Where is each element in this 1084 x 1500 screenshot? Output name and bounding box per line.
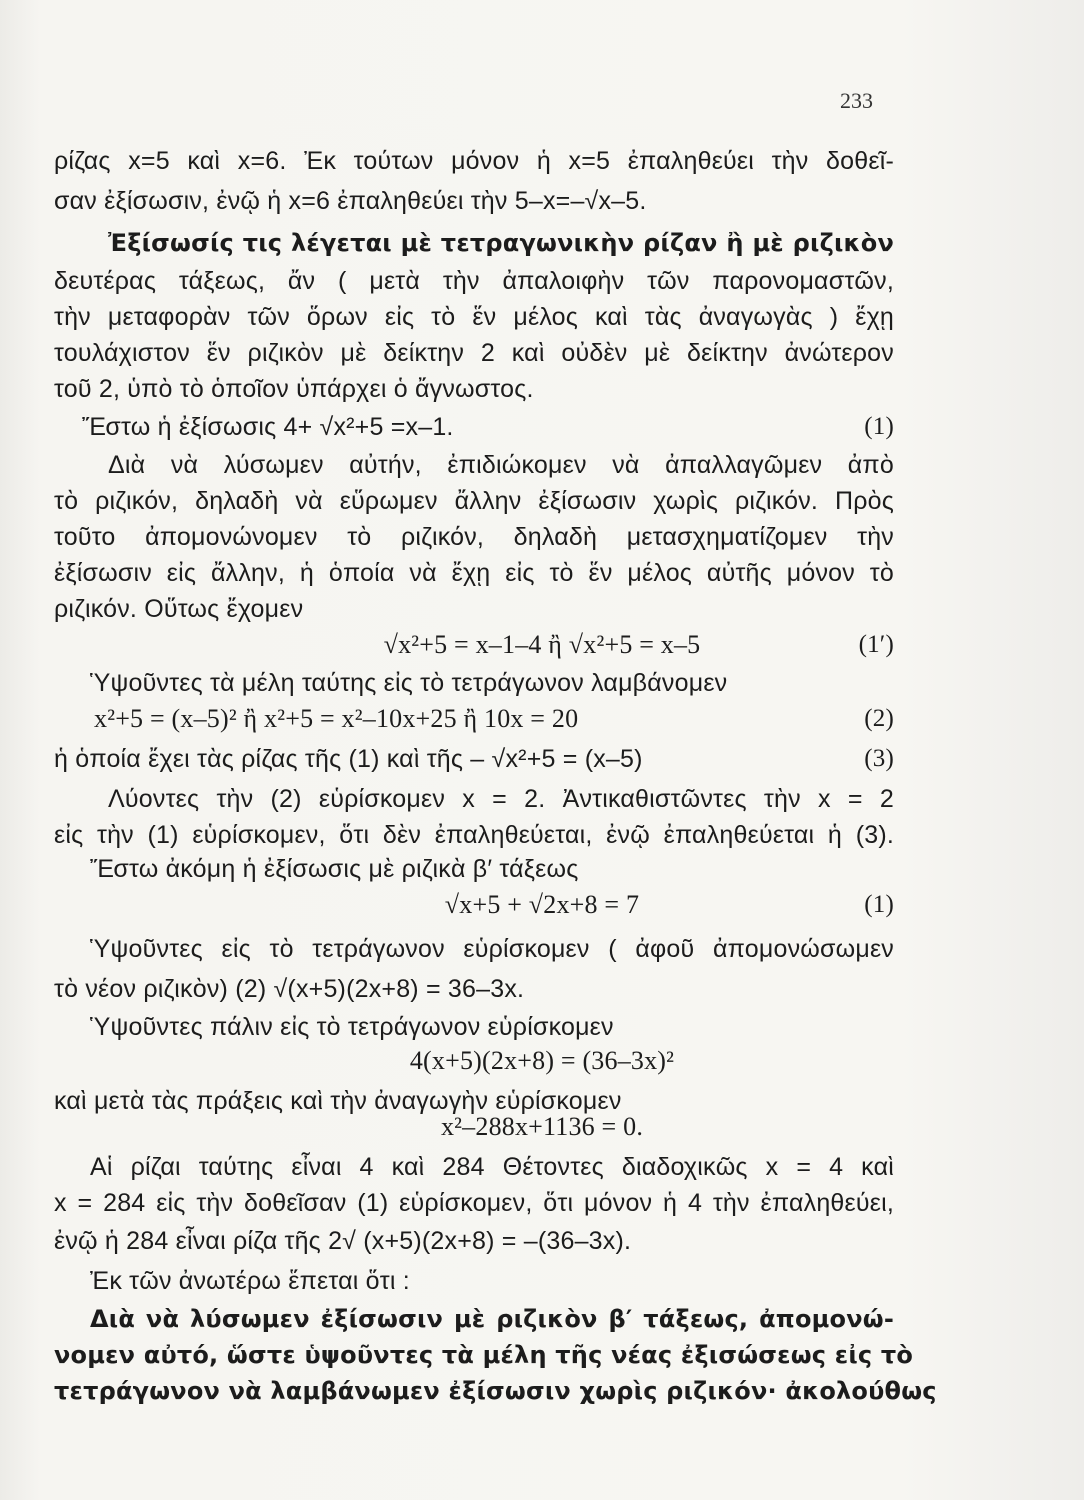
text-line: ἐξίσωσιν εἰς ἄλλην, ἡ ὁποία νὰ ἔχῃ εἰς τὸ ἕν μέλος αὐτῆς μόνον τὸ	[54, 559, 894, 587]
page-number: 233	[840, 88, 873, 113]
equation-line: x²+5 = (x–5)² ἢ x²+5 = x²–10x+25 ἢ 10x = 20	[94, 704, 579, 733]
equation-number: (1)	[864, 891, 894, 918]
equation-number: (1)	[864, 413, 894, 440]
text-line: Ἔστω ἀκόμη ἡ ἐξίσωσις μὲ ριζικὰ β′ τάξεως	[90, 855, 579, 883]
text-line: Λύοντες τὴν (2) εὑρίσκομεν x = 2. Ἀντικαθιστῶντες τὴν x = 2	[108, 785, 894, 813]
text-line: τουλάχιστον ἕν ριζικὸν μὲ δείκτην 2 καὶ οὐδὲν μὲ δείκτην ἀνώτερον	[54, 339, 894, 367]
text-line: καὶ μετὰ τὰς πράξεις καὶ τὴν ἀναγωγὴν εὑρίσκομεν	[54, 1087, 622, 1115]
equation-line: x²–288x+1136 = 0.	[440, 1112, 644, 1141]
text-line: x = 284 εἰς τὴν δοθεῖσαν (1) εὑρίσκομεν, ὅτι μόνον ἡ 4 τὴν ἐπαληθεύει,	[54, 1189, 894, 1217]
equation-number: (1′)	[858, 631, 894, 658]
text-line: ρίζας x=5 καὶ x=6. Ἐκ τούτων μόνον ἡ x=5 ἐπαληθεύει τὴν δοθεῖ-	[54, 147, 894, 175]
equation-line: √x+5 + √2x+8 = 7	[444, 890, 640, 919]
rule-line: τετράγωνον νὰ λαμβάνωμεν ἐξίσωσιν χωρὶς ριζικόν· ἀκολούθως	[54, 1377, 937, 1405]
equation-line: Ἔστω ἡ ἐξίσωσις 4+ √x²+5 =x–1.	[82, 413, 454, 441]
definition-line: Ἐξίσωσίς τις λέγεται μὲ τετραγωνικὴν ρίζαν ἢ μὲ ριζικὸν	[108, 229, 894, 257]
text-line: Ὑψοῦντες εἰς τὸ τετράγωνον εὑρίσκομεν ( ἀφοῦ ἀπομονώσωμεν	[90, 935, 894, 963]
text-line: σαν ἐξίσωσιν, ἐνῷ ἡ x=6 ἐπαληθεύει τὴν 5–x=–√x–5.	[54, 187, 647, 215]
text-line: τὴν μεταφορὰν τῶν ὅρων εἰς τὸ ἕν μέλος καὶ τὰς ἀναγωγὰς ) ἔχῃ	[54, 303, 894, 331]
text-line: τὸ νέον ριζικὸν) (2) √(x+5)(2x+8) = 36–3x.	[54, 975, 525, 1003]
rule-line: Διὰ νὰ λύσωμεν ἐξίσωσιν μὲ ριζικὸν β′ τάξεως, ἀπομονώ-	[90, 1305, 894, 1333]
text-line: ἐνῷ ἡ 284 εἶναι ρίζα τῆς 2√ (x+5)(2x+8) = –(36–3x).	[54, 1227, 632, 1255]
text-line: Διὰ νὰ λύσωμεν αὐτήν, ἐπιδιώκομεν νὰ ἀπαλλαγῶμεν ἀπὸ	[108, 451, 894, 479]
text-line: τοῦ 2, ὑπὸ τὸ ὁποῖον ὑπάρχει ὁ ἄγνωστος.	[54, 375, 534, 403]
text-line: δευτέρας τάξεως, ἄν ( μετὰ τὴν ἀπαλοιφὴν τῶν παρονομαστῶν,	[54, 267, 894, 295]
text-line: τοῦτο ἀπομονώνομεν τὸ ριζικόν, δηλαδὴ μετασχηματίζομεν τὴν	[54, 523, 894, 551]
equation-line: 4(x+5)(2x+8) = (36–3x)²	[409, 1046, 675, 1075]
equation-number: (3)	[864, 745, 894, 772]
text-line: Ἐκ τῶν ἀνωτέρω ἕπεται ὅτι :	[90, 1267, 410, 1295]
text-line: εἰς τὴν (1) εὑρίσκομεν, ὅτι δὲν ἐπαληθεύεται, ἐνῷ ἐπαληθεύεται ἡ (3).	[54, 821, 894, 849]
equation-line: √x²+5 = x–1–4 ἢ √x²+5 = x–5	[383, 630, 701, 659]
text-line: τὸ ριζικόν, δηλαδὴ νὰ εὕρωμεν ἄλλην ἐξίσωσιν χωρὶς ριζικόν. Πρὸς	[54, 487, 894, 515]
rule-line: νομεν αὐτό, ὥστε ὑψοῦντες τὰ μέλη τῆς νέας ἐξισώσεως εἰς τὸ	[54, 1341, 914, 1369]
text-line: ἡ ὁποία ἔχει τὰς ρίζας τῆς (1) καὶ τῆς – √x²+5 = (x–5)	[54, 745, 643, 773]
text-line: Ὑψοῦντες πάλιν εἰς τὸ τετράγωνον εὑρίσκομεν	[90, 1013, 614, 1041]
text-line: Αἱ ρίζαι ταύτης εἶναι 4 καὶ 284 Θέτοντες διαδοχικῶς x = 4 καὶ	[90, 1153, 894, 1181]
equation-number: (2)	[864, 705, 894, 732]
text-line: ριζικόν. Οὕτως ἔχομεν	[54, 595, 304, 623]
text-line: Ὑψοῦντες τὰ μέλη ταύτης εἰς τὸ τετράγωνον λαμβάνομεν	[90, 669, 728, 697]
